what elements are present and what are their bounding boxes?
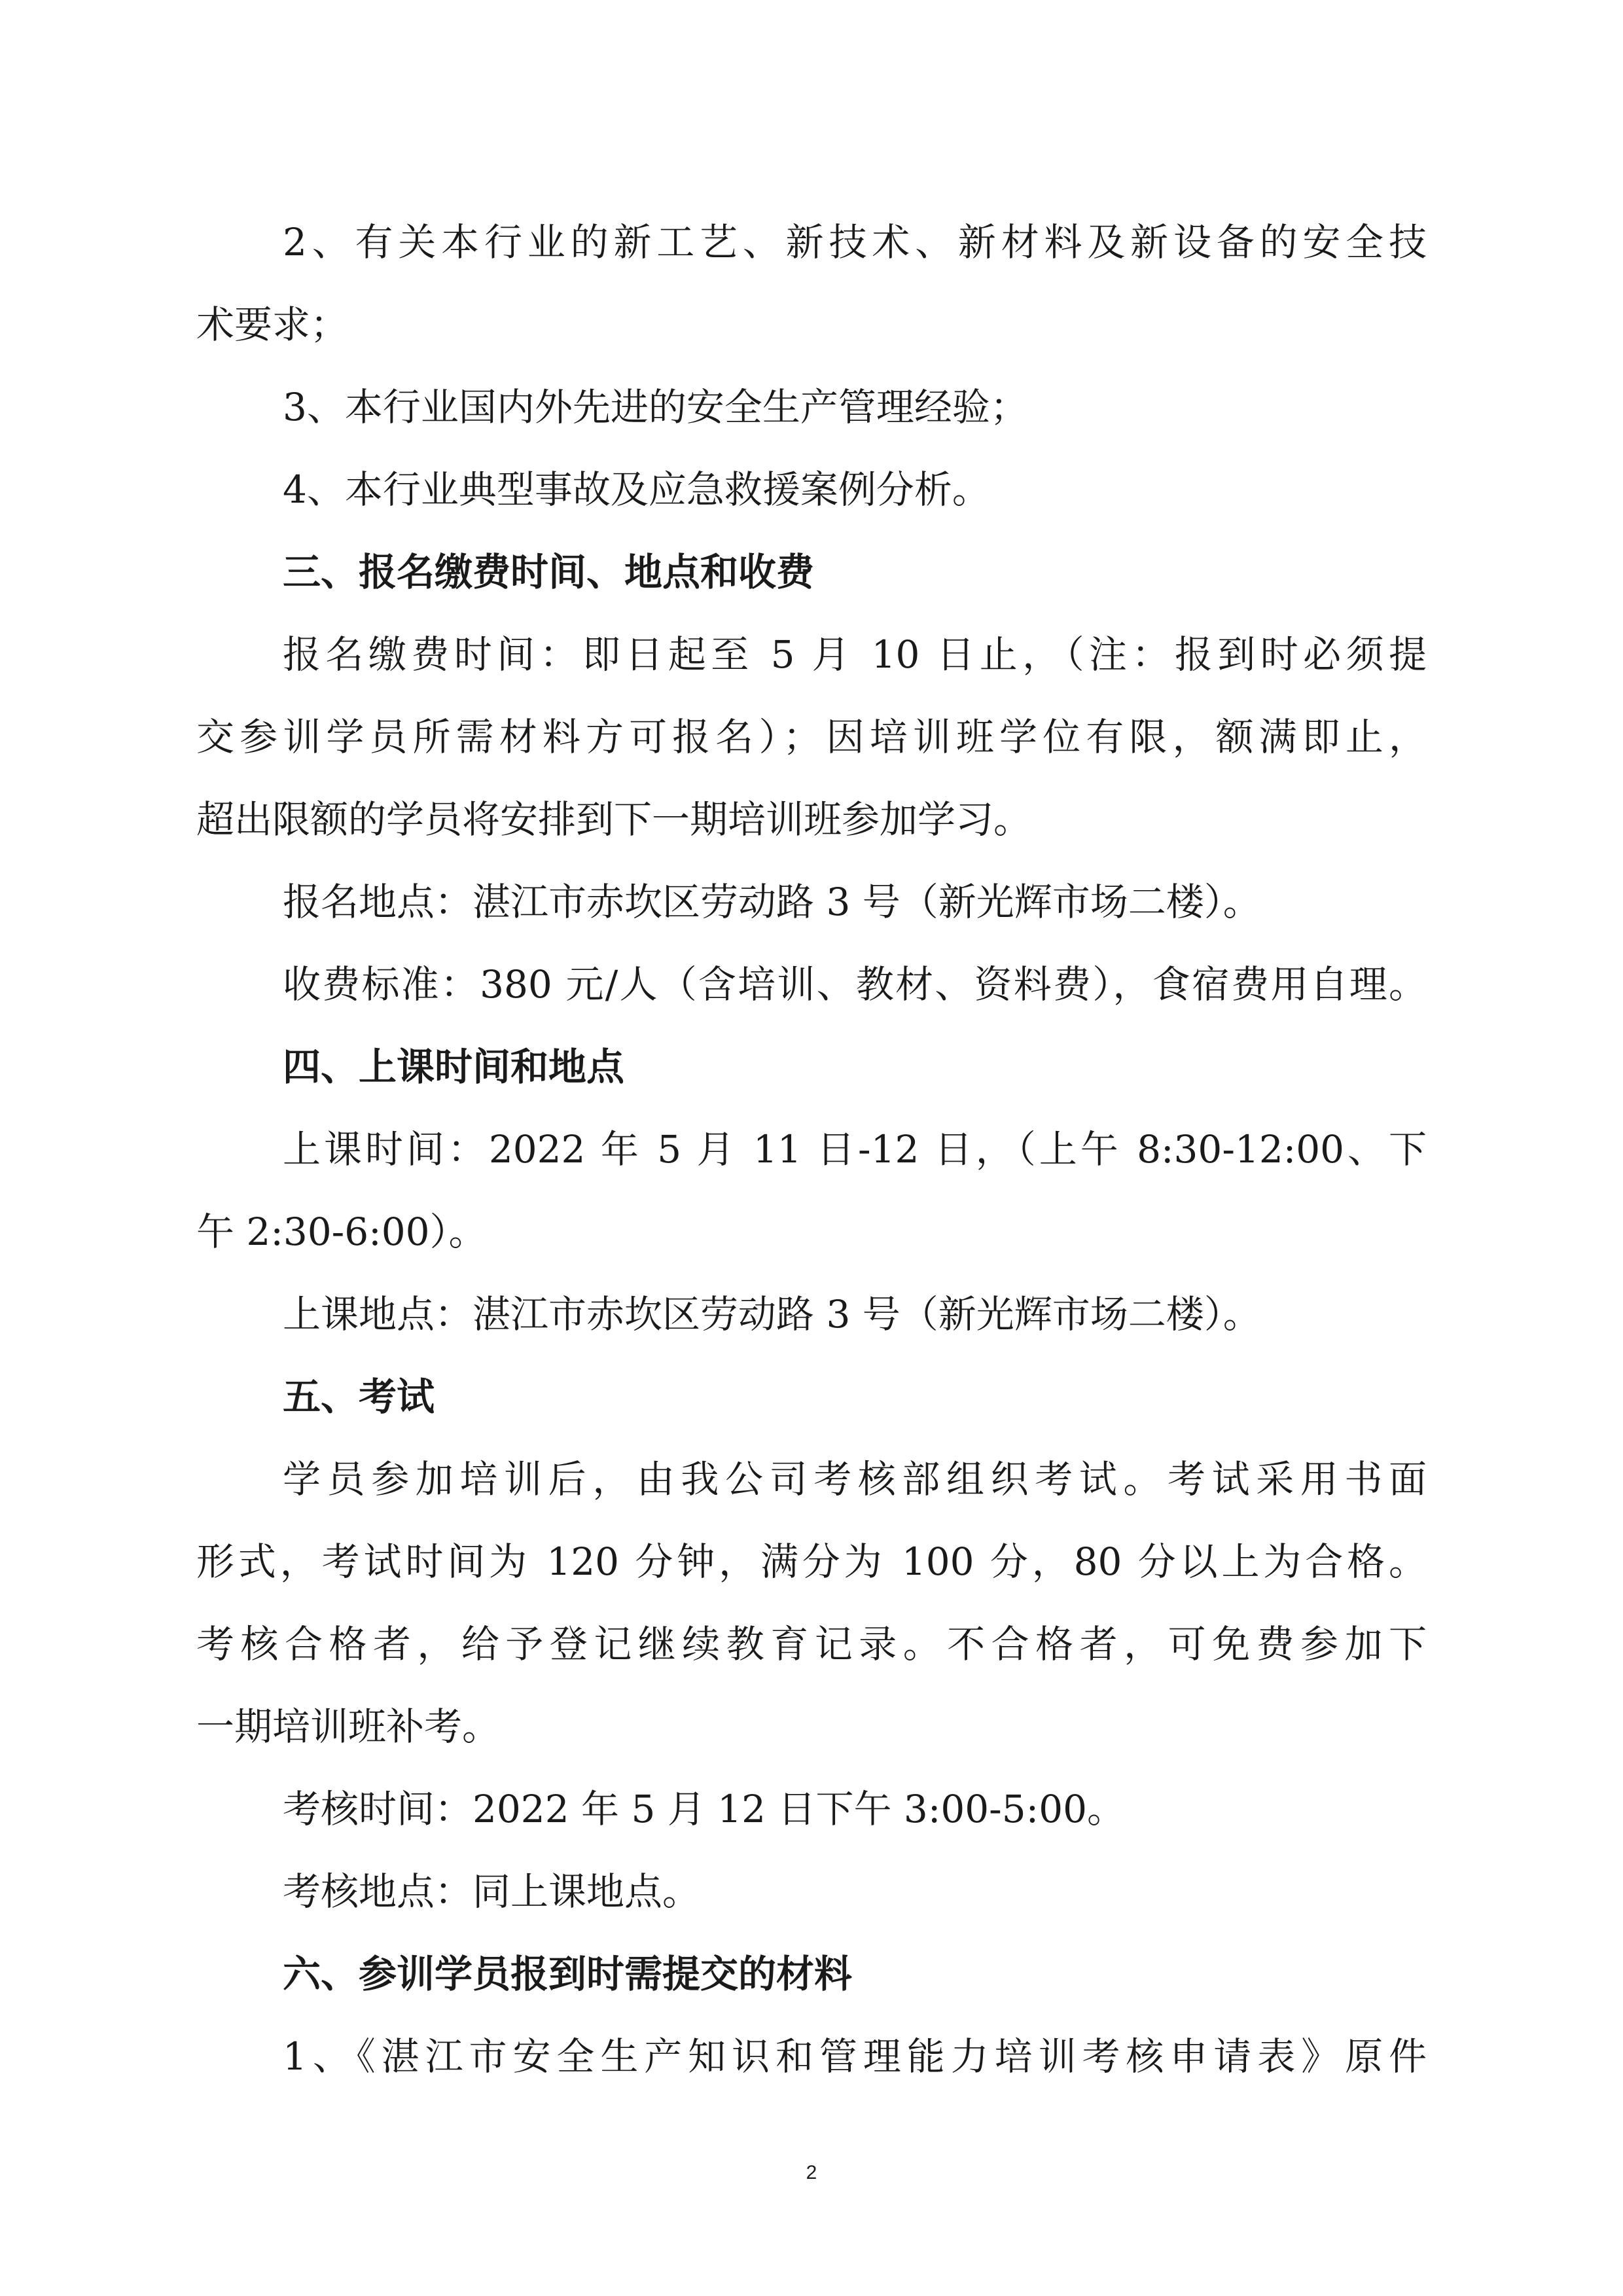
section-heading: 三、报名缴费时间、地点和收费 [283,550,815,594]
paragraph-line: 报名地点：湛江市赤坎区劳动路 3 号（新光辉市场二楼）。 [283,880,1261,924]
section-heading: 四、上课时间和地点 [283,1045,625,1089]
paragraph-line: 考核时间：2022 年 5 月 12 日下午 3:00-5:00。 [283,1787,1126,1831]
paragraph-line: 午 2:30-6:00）。 [196,1210,487,1254]
paragraph-line: 术要求； [196,302,349,347]
paragraph-line: 交参训学员所需材料方可报名）；因培训班学位有限，额满即止， [196,715,1427,759]
section-heading: 五、考试 [283,1374,435,1419]
paragraph-line: 形式，考试时间为 120 分钟，满分为 100 分，80 分以上为合格。 [196,1539,1427,1584]
paragraph-line: 一期培训班补考。 [196,1704,501,1749]
paragraph-line: 1、《湛江市安全生产知识和管理能力培训考核申请表》原件 [283,2034,1427,2079]
paragraph-line: 4、本行业典型事故及应急救援案例分析。 [283,467,990,512]
paragraph-line: 2、有关本行业的新工艺、新技术、新材料及新设备的安全技 [283,220,1427,264]
paragraph-line: 上课地点：湛江市赤坎区劳动路 3 号（新光辉市场二楼）。 [283,1292,1261,1336]
paragraph-line: 学员参加培训后，由我公司考核部组织考试。考试采用书面 [283,1457,1427,1501]
paragraph-line: 收费标准：380 元/人（含培训、教材、资料费），食宿费用自理。 [283,962,1427,1007]
page-number: 2 [806,2162,817,2183]
paragraph-line: 报名缴费时间：即日起至 5 月 10 日止，（注：报到时必须提 [283,632,1427,677]
section-heading: 六、参训学员报到时需提交的材料 [283,1952,853,1996]
paragraph-line: 上课时间：2022 年 5 月 11 日-12 日，（上午 8:30-12:00、下 [283,1127,1427,1172]
paragraph-line: 超出限额的学员将安排到下一期培训班参加学习。 [196,797,1032,842]
paragraph-line: 考核合格者，给予登记继续教育记录。不合格者，可免费参加下 [196,1622,1427,1666]
paragraph-line: 3、本行业国内外先进的安全生产管理经验； [283,385,1028,429]
paragraph-line: 考核地点：同上课地点。 [283,1869,701,1914]
